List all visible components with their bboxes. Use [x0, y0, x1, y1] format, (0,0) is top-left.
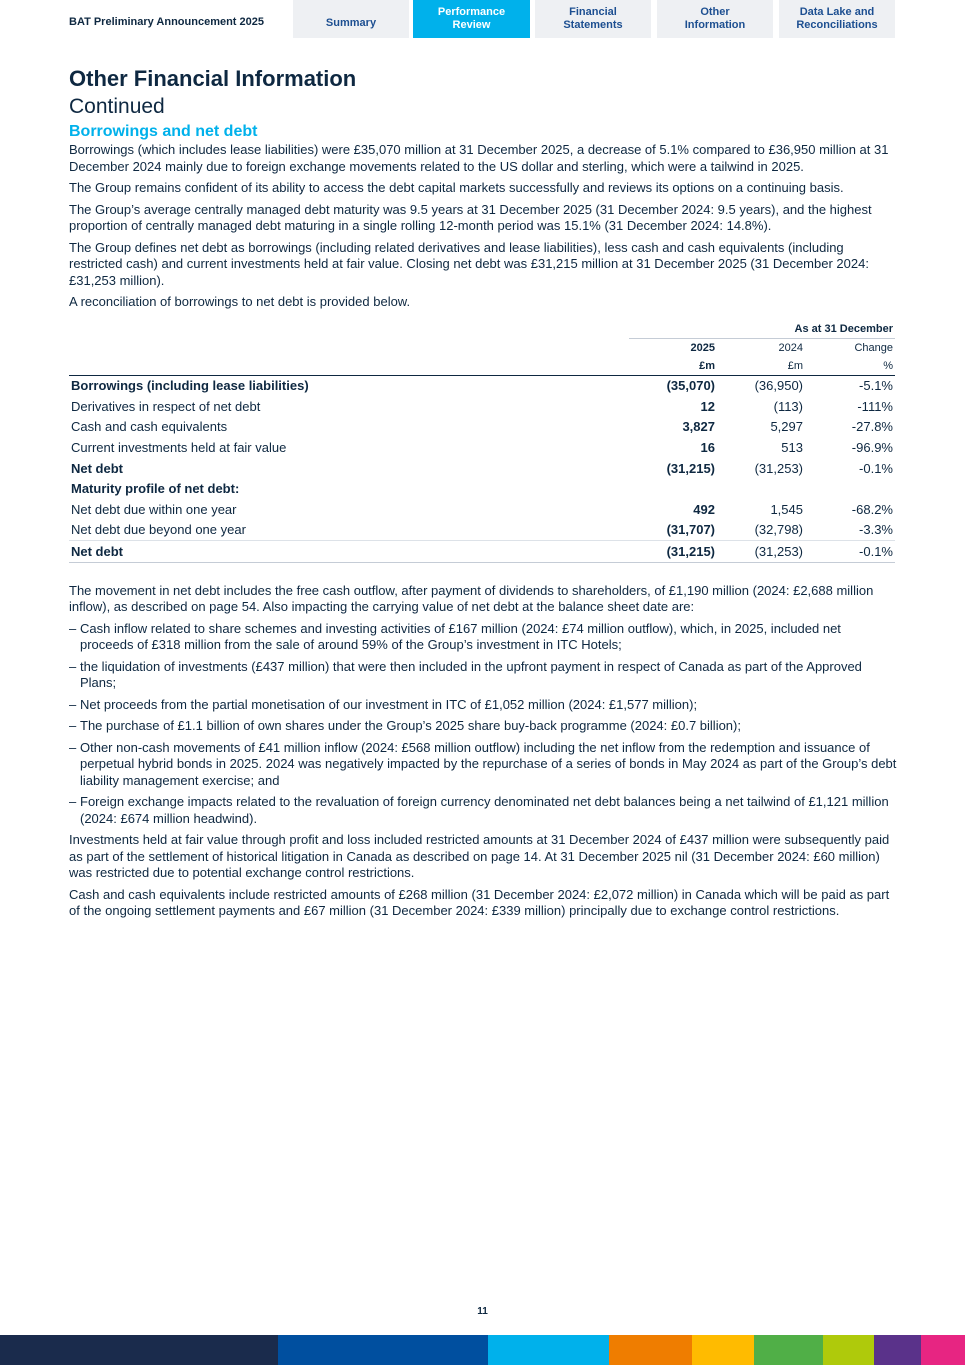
- page-content: [69, 66, 897, 925]
- cell-2025: (31,215): [666, 460, 715, 476]
- cell-2025: (35,070): [629, 375, 717, 396]
- paragraph: Borrowings (which includes lease liabilities) were £35,070 million at 31 December 2025, a decrease of 5.1% compared to £36,950 million at 31 December 2024 mainly due to foreign exchange movements related to the US dollar and sterling, which were a tailwind in 2025.: [69, 142, 889, 174]
- cell-change: -0.1%: [859, 460, 893, 476]
- table-span-header: As at 31 December: [629, 320, 895, 339]
- tab-data-lake-label: Data Lake and Reconciliations: [796, 6, 878, 31]
- cell-change: -96.9%: [851, 440, 893, 456]
- net-debt-movement-section: [69, 583, 897, 920]
- cell-2024: 5,297: [770, 419, 803, 435]
- list-item: [69, 621, 897, 654]
- table-row: [69, 437, 895, 458]
- cell-change: -3.3%: [805, 520, 895, 541]
- cell-2024: (31,253): [754, 460, 803, 476]
- cell-2024: 513: [781, 440, 803, 456]
- dash-marker: –: [69, 620, 77, 636]
- cell-2024: [717, 478, 805, 499]
- row-label: Net debt: [71, 460, 123, 476]
- brand-title: BAT Preliminary Announcement 2025: [69, 16, 264, 28]
- list-item-text: Foreign exchange impacts related to the revaluation of foreign currency denominated net debt balances being a net tailwind of £1,121 million (2024: £674 million headwind).: [80, 794, 889, 826]
- dash-marker: –: [69, 718, 77, 734]
- footer-color-segment: [278, 1335, 488, 1365]
- table-row: [69, 396, 895, 417]
- col-unit-2025: £m: [699, 359, 715, 372]
- table-row: [69, 499, 895, 520]
- list-item-text: Net proceeds from the partial monetisation of our investment in ITC of £1,052 million (2024: £1,577 million);: [80, 696, 698, 712]
- table-row: [69, 417, 895, 438]
- table-header-blank: [69, 338, 629, 357]
- cell-2025: 12: [700, 398, 715, 414]
- table-unit-row: [69, 357, 895, 376]
- cell-2024: (113): [773, 398, 803, 414]
- row-label: Net debt due within one year: [71, 501, 237, 517]
- row-label: Current investments held at fair value: [71, 440, 287, 456]
- table-span-header-row: [69, 320, 895, 339]
- col-header-change: Change: [854, 341, 893, 354]
- row-label: Net debt: [69, 541, 629, 563]
- list-item: [69, 718, 897, 735]
- tab-performance-review-label: Performance Review: [437, 6, 506, 31]
- cell-2024: (31,253): [717, 541, 805, 563]
- tab-summary-label: Summary: [325, 17, 377, 29]
- table-row: [69, 478, 895, 499]
- paragraph: The Group remains confident of its ability to access the debt capital markets successfully and reviews its options on a continuing basis.: [69, 180, 844, 195]
- list-item: [69, 740, 897, 790]
- cell-2025: [629, 478, 717, 499]
- row-label: Net debt due beyond one year: [69, 520, 629, 541]
- footer-color-segment: [823, 1335, 874, 1365]
- cell-change: [805, 478, 895, 499]
- row-label: Derivatives in respect of net debt: [71, 398, 261, 414]
- list-item-text: Cash inflow related to share schemes and investing activities of £167 million (2024: £74 million outflow), which, in 2025, included net proceeds of £318 million from the sale of around 59% of the Group’s investment in ITC Hotels;: [80, 620, 841, 653]
- footer-color-segment: [874, 1335, 921, 1365]
- col-unit-change: %: [883, 359, 893, 372]
- table-row: [69, 375, 895, 396]
- header-nav: [0, 0, 965, 40]
- cell-2025: (31,707): [629, 520, 717, 541]
- table-header-blank: [69, 320, 629, 339]
- table-row: [69, 458, 895, 479]
- cell-2024: (32,798): [717, 520, 805, 541]
- dash-marker: –: [69, 739, 77, 755]
- list-item-text: Other non-cash movements of £41 million inflow (2024: £568 million outflow) including the net inflow from the redemption and issuance of perpetual hybrid bonds in 2025. 2024 was negatively impacted by the repurchase of a series of bonds in May 2024 as part of the Group’s debt liability management exercise; and: [80, 739, 897, 788]
- paragraph: A reconciliation of borrowings to net debt is provided below.: [69, 294, 411, 309]
- tab-other-information-label: Other Information: [684, 6, 746, 31]
- table-row: [69, 541, 895, 563]
- cell-change: -111%: [857, 398, 893, 414]
- table-header-blank: [69, 357, 629, 376]
- table-year-row: [69, 338, 895, 357]
- paragraph: The movement in net debt includes the free cash outflow, after payment of dividends to shareholders, of £1,190 million (2024: £2,688 million inflow), as described on page 54. Also impacting the carrying value of net debt at the balance sheet date are:: [69, 582, 874, 615]
- tab-other-information[interactable]: [657, 0, 773, 38]
- net-debt-table: [69, 320, 895, 563]
- footer-color-segment: [0, 1335, 278, 1365]
- footer-color-bar: [0, 1335, 965, 1365]
- row-label: Cash and cash equivalents: [71, 419, 228, 435]
- cell-2025: (31,215): [629, 541, 717, 563]
- row-label: Borrowings (including lease liabilities): [69, 375, 629, 396]
- col-header-2025: 2025: [690, 341, 715, 354]
- footer-color-segment: [609, 1335, 692, 1365]
- dash-marker: –: [69, 658, 77, 674]
- cell-2024: (36,950): [717, 375, 805, 396]
- cell-change: -0.1%: [805, 541, 895, 563]
- paragraph: Investments held at fair value through profit and loss included restricted amounts at 31 December 2024 of £437 million were subsequently paid as part of the settlement of historical litigation in Canada as described on page 14. At 31 December 2025 nil (31 December 2024: £60 million) was restricted due to potential exchange control restrictions.: [69, 832, 890, 881]
- page-subtitle: Continued: [69, 95, 165, 118]
- paragraph: Cash and cash equivalents include restricted amounts of £268 million (31 December 2024: £2,072 million) in Canada which will be paid as part of the ongoing settlement payments and £67 million (31 December 2024: £339 million) principally due to exchange control restrictions.: [69, 886, 890, 919]
- footer-color-segment: [921, 1335, 965, 1365]
- paragraph: The Group’s average centrally managed debt maturity was 9.5 years at 31 December 2025 (31 December 2024: 9.5 years), and the highest proportion of centrally managed debt maturing in a single rolling 12-month period was 15.1% (31 December 2024: 14.8%).: [69, 201, 872, 233]
- table-row: [69, 520, 895, 541]
- paragraph: The Group defines net debt as borrowings (including related derivatives and lease liabilities), less cash and cash equivalents (including restricted cash) and current investments held at fair value. Closing net debt was £31,215 million at 31 December 2025 (31 December 2024: £31,253 million).: [69, 239, 869, 288]
- tab-financial-statements-label: Financial Statements: [563, 6, 623, 31]
- list-item-text: The purchase of £1.1 billion of own shares under the Group’s 2025 share buy-back programme (2024: £0.7 billion);: [80, 718, 741, 734]
- page-number: 11: [477, 1306, 488, 1317]
- bullet-list: [69, 621, 897, 828]
- footer-color-segment: [754, 1335, 823, 1365]
- cell-2024: 1,545: [770, 501, 803, 517]
- list-item-text: the liquidation of investments (£437 million) that were then included in the upfront payment in respect of Canada as part of the Approved Plans;: [80, 658, 862, 691]
- cell-change: -68.2%: [851, 501, 893, 517]
- tab-data-lake-reconciliations[interactable]: [779, 0, 895, 38]
- dash-marker: –: [69, 794, 77, 810]
- cell-2025: 492: [693, 501, 715, 517]
- dash-marker: –: [69, 696, 77, 712]
- list-item: [69, 659, 897, 692]
- footer-color-segment: [488, 1335, 609, 1365]
- tab-performance-review[interactable]: [413, 0, 530, 38]
- cell-2025: 16: [700, 440, 715, 456]
- col-unit-2024: £m: [787, 359, 803, 372]
- cell-2025: 3,827: [682, 419, 715, 435]
- tab-summary[interactable]: [293, 0, 409, 38]
- footer-color-segment: [692, 1335, 754, 1365]
- page-title: Other Financial Information: [69, 66, 357, 91]
- tab-financial-statements[interactable]: [535, 0, 651, 38]
- cell-change: -5.1%: [805, 375, 895, 396]
- cell-change: -27.8%: [851, 419, 893, 435]
- col-header-2024: 2024: [778, 341, 803, 354]
- section-heading: Borrowings and net debt: [69, 123, 258, 140]
- list-item: [69, 697, 897, 714]
- row-label: Maturity profile of net debt:: [71, 481, 240, 497]
- list-item: [69, 794, 897, 827]
